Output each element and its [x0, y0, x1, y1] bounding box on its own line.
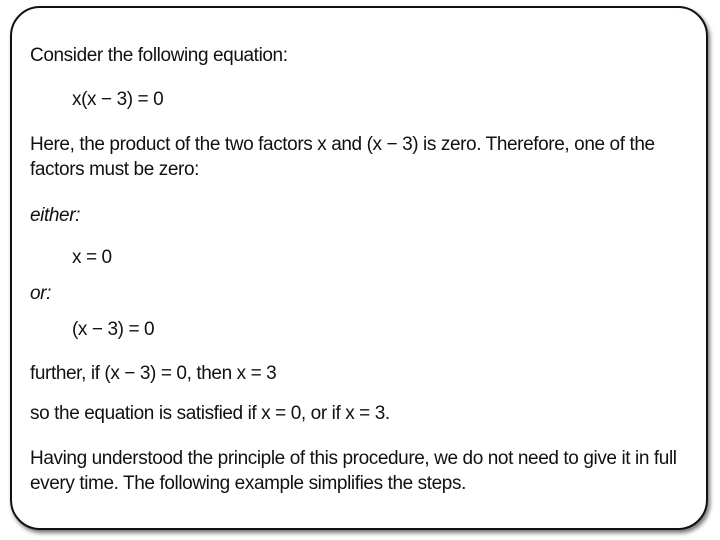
- further-text: further, if (x − 3) = 0, then x = 3: [30, 363, 277, 384]
- either-equation: x = 0: [72, 247, 112, 268]
- either-label: either:: [30, 205, 81, 226]
- or-label: or:: [30, 283, 51, 304]
- closing-text: Having understood the principle of this procedure, we do not need to give it in full every time. The following example simplifies the steps.: [30, 448, 677, 494]
- or-equation: (x − 3) = 0: [72, 319, 155, 340]
- intro-text: Consider the following equation:: [30, 45, 288, 66]
- explanation-text: Here, the product of the two factors x and (x − 3) is zero. Therefore, one of the factors must be zero:: [30, 134, 655, 180]
- equation-text: x(x − 3) = 0: [72, 89, 164, 110]
- conclusion-text: so the equation is satisfied if x = 0, or if x = 3.: [30, 403, 390, 424]
